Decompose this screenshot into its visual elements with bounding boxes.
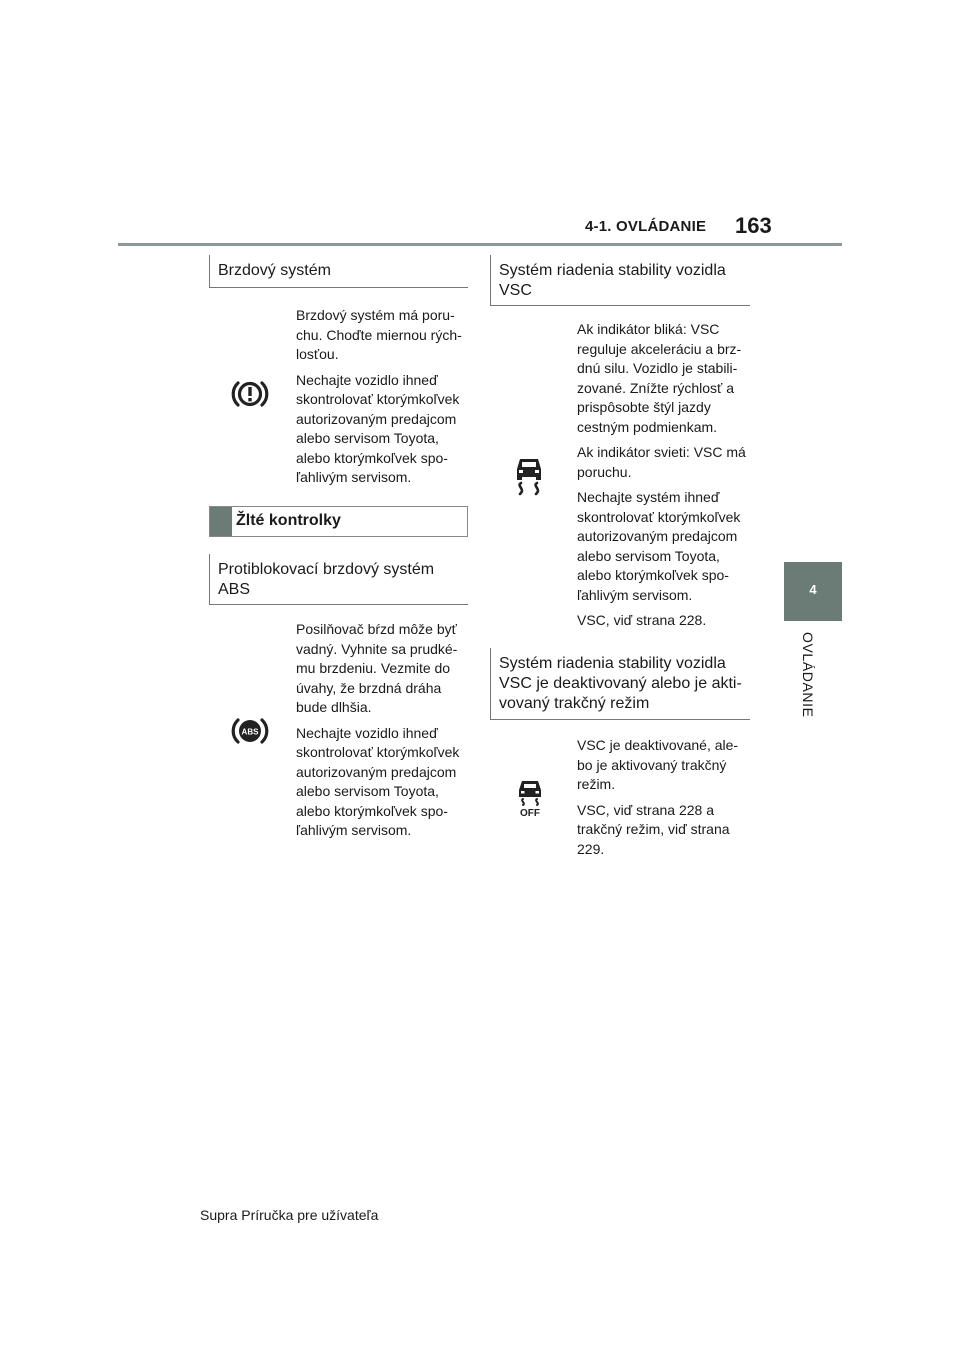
paragraph: Ak indikátor bliká: VSC reguluje akceleráciu a brz-dnú silu. Vozidlo je stabili-zované. Znížte rýchlosť a prispôsobte štýl jazdy cestným podmienkam. — [577, 321, 742, 435]
heading-marker — [210, 507, 232, 536]
header-rule — [118, 243, 842, 246]
vsc-off-heading-text: Systém riadenia stability vozidla VSC je deaktivovaný alebo je akti-vovaný trakčný režim — [499, 655, 742, 712]
vsc-heading — [490, 255, 750, 306]
vsc-off-heading — [490, 648, 750, 720]
paragraph: Nechajte vozidlo ihneď skontrolovať ktorýmkoľvek autorizovaným predajcom alebo servisom Toyota, alebo ktorýmkoľvek spo-ľahlivým servisom. — [296, 724, 460, 838]
chapter-tab-label: OVLÁDANIE — [800, 632, 816, 718]
page-number: 163 — [735, 213, 772, 238]
brake-system-heading — [209, 255, 468, 288]
chapter-title: 4-1. OVLÁDANIE — [585, 218, 707, 235]
brake-system-description — [296, 306, 471, 494]
paragraph: Nechajte systém ihneď skontrolovať ktorýmkoľvek autorizovaným predajcom alebo servisom Toyota, alebo ktorýmkoľvek spo-ľahlivým servisom. — [577, 489, 741, 603]
paragraph: VSC, viď strana 228 a trakčný režim, viď strana 229. — [577, 801, 730, 857]
paragraph: Nechajte vozidlo ihneď skontrolovať ktorýmkoľvek autorizovaným predajcom alebo servisom Toyota, alebo ktorýmkoľvek spo-ľahlivým servisom. — [296, 371, 460, 485]
abs-heading-text: Protiblokovací brzdový systém ABS — [218, 561, 435, 598]
vsc-heading-text: Systém riadenia stability vozidla VSC — [499, 262, 726, 299]
brake-system-heading-text: Brzdový systém — [218, 262, 331, 279]
paragraph: Brzdový systém má poru-chu. Choďte miernou rých-losťou. — [296, 307, 462, 362]
svg-text:ABS: ABS — [241, 727, 259, 737]
abs-icon — [231, 715, 269, 752]
yellow-lights-heading-text: Žlté kontrolky — [236, 512, 341, 529]
yellow-lights-heading — [209, 506, 468, 537]
chapter-tab-number: 4 — [809, 582, 817, 597]
brake-warning-icon — [231, 378, 269, 415]
footer-text: Supra Príručka pre užívateľa — [200, 1207, 379, 1223]
vsc-off-icon — [515, 778, 545, 823]
abs-description — [296, 620, 471, 847]
vsc-description — [577, 320, 752, 637]
vsc-off-description — [577, 736, 752, 865]
vsc-skid-icon — [512, 455, 546, 502]
paragraph: VSC je deaktivované, ale-bo je aktivovaný trakčný režim. — [577, 737, 739, 792]
vsc-off-icon-text: OFF — [520, 808, 540, 818]
paragraph: Ak indikátor svieti: VSC má poruchu. — [577, 444, 746, 480]
abs-heading — [209, 554, 468, 605]
paragraph: VSC, viď strana 228. — [577, 612, 707, 628]
paragraph: Posilňovač bŕzd môže byť vadný. Vyhnite sa prudké-mu brzdeniu. Vezmite do úvahy, že brzdná dráha bude dlhšia. — [296, 621, 458, 715]
